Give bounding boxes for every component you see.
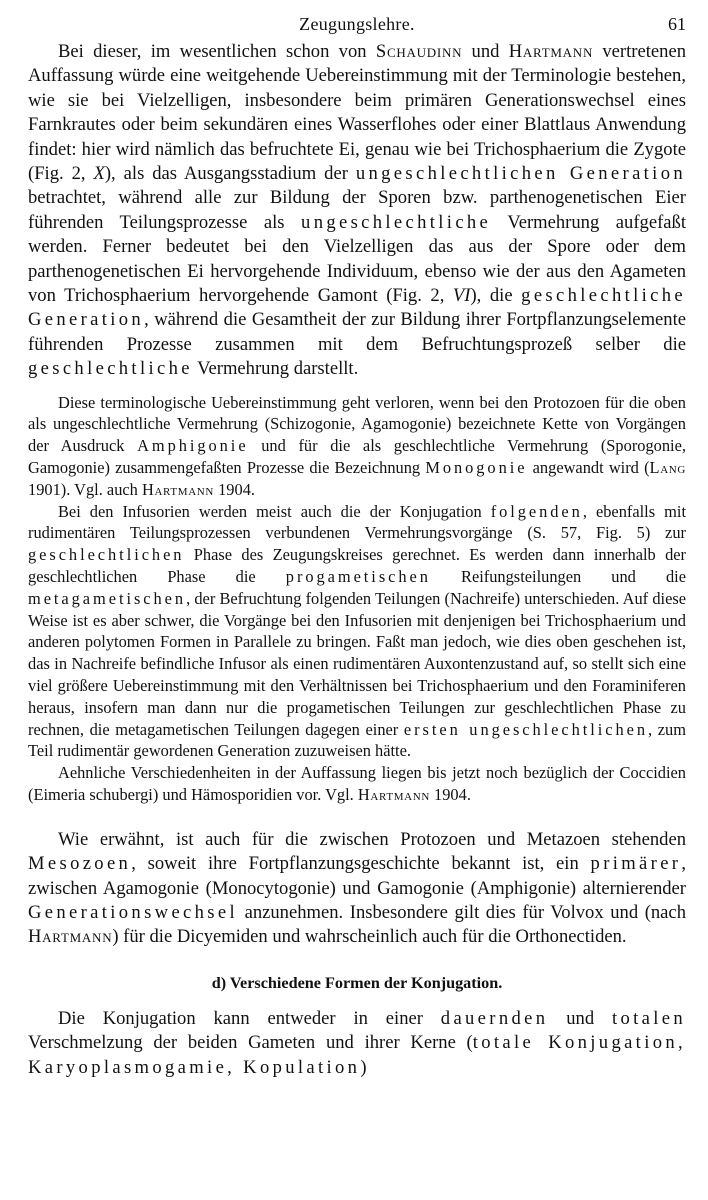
emphasis: geschlechtliche xyxy=(28,358,193,380)
paragraph-infusoria xyxy=(28,501,686,763)
paragraph-protozoa-terms xyxy=(28,392,686,501)
emphasis: geschlechtliche Generation xyxy=(28,285,686,331)
text-run: 1904. xyxy=(429,785,471,805)
text-run: , zum Teil rudimentär gewordenen Generation zuzuweisen hätte. xyxy=(28,719,686,761)
paragraph-conjugation xyxy=(28,1007,686,1080)
text-run: ) xyxy=(360,1056,367,1078)
text-run: Diese terminologische Uebereinstimmung geht verloren, wenn bei den Protozoen für die oben als ungeschlechtliche Vermehrung (Schizogonie, Agamogonie) bezeichnete Kette von Vorgängen der Ausdruck xyxy=(28,392,686,456)
author-name: Hartmann xyxy=(357,785,430,805)
text-run: anzunehmen. Insbesondere gilt dies für Volvox und (nach xyxy=(238,902,686,924)
figure-ref: VI xyxy=(452,285,471,307)
text-run: , soweit ihre Fortpflanzungsgeschichte bekannt ist, ein xyxy=(131,853,591,875)
text-run: und xyxy=(548,1007,612,1029)
author-name: Lang xyxy=(649,458,686,478)
emphasis: Generationswechsel xyxy=(28,902,238,924)
running-header xyxy=(28,14,686,40)
text-run: Die Konjugation kann entweder in einer xyxy=(58,1007,441,1029)
text-run: Bei den Infusorien werden meist auch die der Konjugation xyxy=(58,501,491,521)
text-run: vertretenen Auffassung würde eine weitgehende Uebereinstimmung mit der Terminologie bestehen, wie sie bei Vielzelligen, insbesondere beim primären Generationswechsel eines Farnkrautes oder beim sekundären eines Wasserflohes oder einer Blattlaus Anwendung findet: hier wird nämlich das befruchtete Ei, genau wie bei Trichosphaerium die Zygote (Fig. 2, xyxy=(28,41,686,185)
paragraph-coccidia xyxy=(28,762,686,806)
author-name: Hartmann xyxy=(141,479,215,499)
text-run: angewandt wird ( xyxy=(527,458,650,478)
emphasis: geschlechtlichen xyxy=(28,545,185,565)
page-number: 61 xyxy=(668,14,686,34)
emphasis: primärer xyxy=(590,853,682,875)
emphasis: Mesozoen xyxy=(28,853,132,875)
emphasis: ersten ungeschlechtlichen xyxy=(403,719,649,739)
text-run: Vermehrung aufgefaßt werden. Ferner bedeutet bei den Vielzelligen das aus der Spore oder dem parthenogenetischen Ei hervorgehende Individuum, ebenso wie der aus den Agameten von Trichosphaerium hervorgehende Gamont (Fig. 2, xyxy=(28,211,686,307)
paragraph-mesozoa xyxy=(28,828,686,950)
emphasis: Monogonie xyxy=(425,458,528,478)
section-heading: d) Verschiedene Formen der Konjugation. xyxy=(211,973,503,992)
author-name: Schaudinn xyxy=(375,41,463,62)
text-run: Aehnliche Verschiedenheiten in der Auffassung liegen bis jetzt noch bezüglich der Coccidien (Eimeria schubergi) und Hämosporidien vor. Vgl. xyxy=(28,763,686,805)
text-run: ), die xyxy=(470,285,522,307)
emphasis: totale Konjugation, Karyoplasmogamie, Kopulation xyxy=(28,1032,686,1078)
text-run: und für die als geschlechtliche Vermehrung (Sporogonie, Gamogonie) zusammengefaßten Prozesse die Bezeichnung xyxy=(28,436,686,478)
emphasis: totalen xyxy=(611,1007,687,1029)
emphasis: ungeschlechtlichen Generation xyxy=(355,163,686,185)
figure-ref: X xyxy=(93,163,105,185)
text-run: Verschmelzung der beiden Gameten und ihrer Kerne ( xyxy=(28,1032,473,1054)
text-run: Bei dieser, im wesentlichen schon von xyxy=(58,41,376,62)
running-title: Zeugungslehre. xyxy=(299,14,415,34)
text-run: Reifungsteilungen und die xyxy=(430,567,686,587)
emphasis: dauernden xyxy=(440,1007,549,1029)
text-run: und xyxy=(462,41,509,62)
text-run: Phase des Zeugungskreises gerechnet. Es werden dann innerhalb der geschlechtlichen Phase die xyxy=(28,545,686,587)
emphasis: metagametischen xyxy=(28,588,187,608)
book-page xyxy=(28,14,686,1080)
author-name: Hartmann xyxy=(508,41,594,62)
text-run: betrachtet, während alle zur Bildung der Sporen bzw. parthenogenetischen Eier führenden Teilungsprozesse als xyxy=(28,187,686,233)
text-run: Vermehrung darstellt. xyxy=(192,358,359,380)
text-run: 1904. xyxy=(214,479,255,499)
text-run: , während die Gesamtheit der zur Bildung ihrer Fortpflanzungselemente führenden Prozesse zusammen mit dem Befruchtungsprozeß selber die xyxy=(28,309,686,355)
emphasis: ungeschlechtliche xyxy=(301,211,492,233)
text-run: , ebenfalls mit rudimentären Teilungsprozessen verbundenen Vermehrungsvorgänge (S. 57, Fig. 5) zur xyxy=(28,501,686,543)
emphasis: progametischen xyxy=(285,567,431,587)
emphasis: Amphigonie xyxy=(137,436,249,456)
paragraph-terminology xyxy=(28,40,686,382)
emphasis: folgenden xyxy=(490,501,583,521)
text-run: 1901). Vgl. auch xyxy=(28,479,142,499)
author-name: Hartmann xyxy=(28,926,113,948)
text-run: ) für die Dicyemiden und wahrscheinlich auch für die Orthonectiden. xyxy=(112,926,627,948)
text-run: , der Befruchtung folgenden Teilungen (Nachreife) unterschieden. Auf diese Weise ist es aber schwer, die Vorgänge bei den Infusorien mit denjenigen bei Trichosphaerium und anderen polytomen Formen in Parallele zu bringen. Faßt man jedoch, wie dies oben geschehen ist, das in Nachreife befindliche Infusor als einen rudimentären Auxontenzustand auf, so stellt sich eine viel größere Uebereinstimmung mit den Verhältnissen bei Trichosphaerium und den Foraminiferen heraus, insofern man dann nur die progametischen Teilungen zur geschlechtlichen Phase zu rechnen, die metagametischen Teilungen dagegen einer xyxy=(28,588,686,739)
text-run: Wie erwähnt, ist auch für die zwischen Protozoen und Metazoen stehenden xyxy=(58,828,686,850)
text-run: , zwischen Agamogonie (Monocytogonie) und Gamogonie (Amphigonie) alternierender xyxy=(28,853,686,899)
text-run: ), als das Ausgangsstadium der xyxy=(104,163,356,185)
